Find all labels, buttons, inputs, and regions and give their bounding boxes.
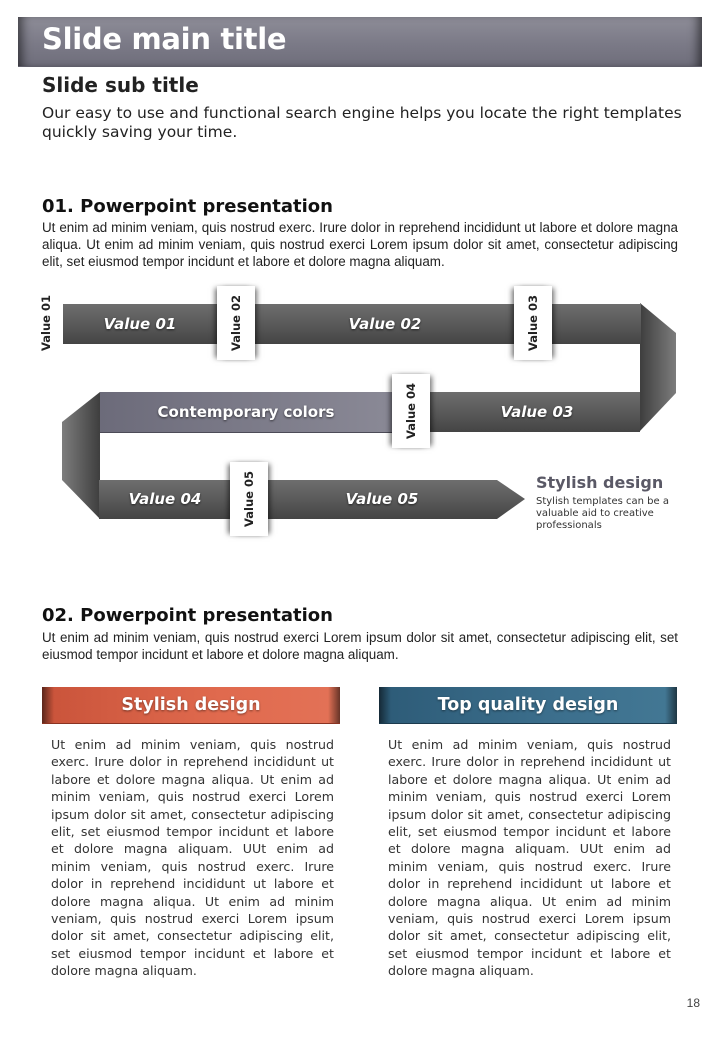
note-body: Stylish templates can be a valuable aid to creative professionals (536, 496, 669, 531)
card-stylish-design-header: Stylish design (42, 687, 340, 724)
card-top-quality-design-header: Top quality design (379, 687, 677, 724)
band-value02: Value 02 (348, 315, 422, 333)
section1-title: 01. Powerpoint presentation (42, 196, 333, 217)
card-stylish-design-body: Ut enim ad minim veniam, quis nostrud exerc. Irure dolor in reprehend incididunt ut labore et dolore magna aliqua. Ut enim ad minim veniam, quis nostrud exerci Lorem ipsum dolor sit amet, consectetur adipiscing elit, set eiusmod tempor incidunt et labore et dolore magna aliquam. UUt enim ad minim veniam, quis nostrud exerc. Irure dolor in reprehend incididunt ut labore et dolore magna aliqua. Ut enim ad minim veniam, quis nostrud exerci Lorem ipsum dolor sit amet, consectetur adipiscing elit, set eiusmod tempor incidunt et labore et dolore magna aliquam. (51, 737, 334, 979)
card-top-quality-design-body: Ut enim ad minim veniam, quis nostrud exerc. Irure dolor in reprehend incididunt ut labore et dolore magna aliqua. Ut enim ad minim veniam, quis nostrud exerci Lorem ipsum dolor sit amet, consectetur adipiscing elit, set eiusmod tempor incidunt et labore et dolore magna aliquam. UUt enim ad minim veniam, quis nostrud exerc. Irure dolor in reprehend incididunt ut labore et dolore magna aliqua. Ut enim ad minim veniam, quis nostrud exerci Lorem ipsum dolor sit amet, consectetur adipiscing elit, set eiusmod tempor incidunt et labore et dolore magna aliquam. (388, 737, 671, 979)
band-contemporary-colors: Contemporary colors (100, 392, 392, 433)
band-value01: Value 01 (103, 315, 177, 333)
tag-value03: Value 03 (514, 286, 552, 360)
tag-value01: Value 01 (39, 295, 53, 351)
main-title: Slide main title (42, 22, 287, 56)
section2-body: Ut enim ad minim veniam, quis nostrud exerci Lorem ipsum dolor sit amet, consectetur adipiscing elit, set eiusmod tempor incidunt et labore et dolore magna aliquam. (42, 630, 678, 662)
right-fold (638, 303, 678, 433)
tag-value02: Value 02 (217, 286, 255, 360)
section2-title: 02. Powerpoint presentation (42, 605, 333, 626)
tag-value05: Value 05 (230, 462, 268, 536)
tag-value04: Value 04 (392, 374, 430, 448)
band-value05: Value 05 (345, 490, 419, 508)
band-value03: Value 03 (500, 403, 574, 421)
note-title: Stylish design (536, 473, 664, 492)
band-value04: Value 04 (128, 490, 202, 508)
sub-title: Slide sub title (42, 73, 199, 97)
section1-body: Ut enim ad minim veniam, quis nostrud exerc. Irure dolor in reprehend incididunt ut labore et dolore magna aliqua. Ut enim ad minim veniam, quis nostrud exerci Lorem ipsum dolor sit amet, consectetur adipiscing elit, set eiusmod tempor incidunt et labore et dolore magna aliquam. (42, 220, 678, 269)
left-fold (62, 392, 102, 522)
intro-text: Our easy to use and functional search engine helps you locate the right templates quickly saving your time. (42, 104, 682, 141)
page-number: 18 (686, 996, 700, 1010)
